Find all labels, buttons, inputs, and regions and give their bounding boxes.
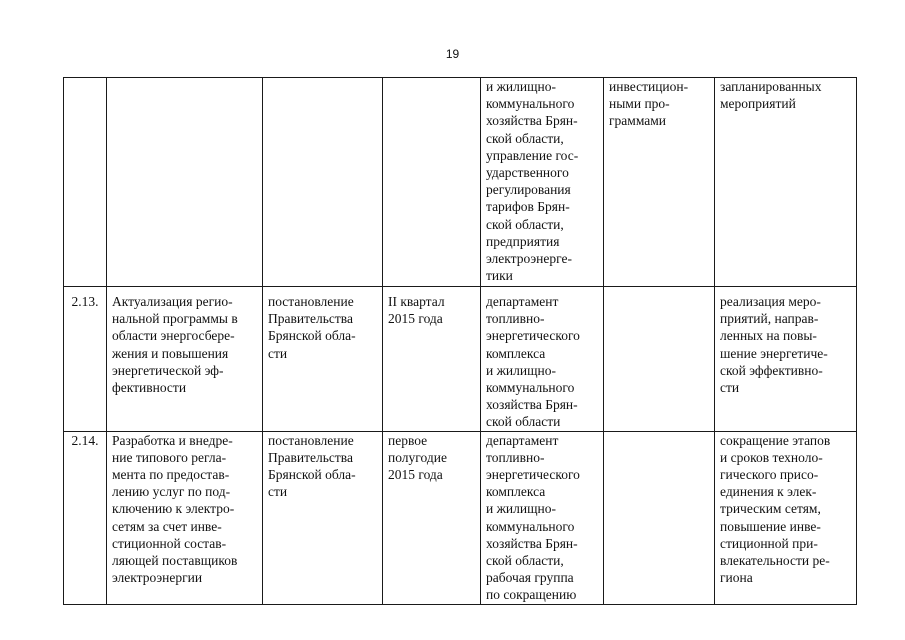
- event-cell: Разработка и внедре- ние типового регла- мента по предостав- лению услуг по под- ключению к электро- сетям за счет инве- стиционной состав- ляющей поставщиков электроэнергии: [107, 431, 263, 604]
- responsible-cell: департамент топливно- энергетического комплекса и жилищно- коммунального хозяйства Брян- ской области, рабочая группа по сокращению: [481, 431, 604, 604]
- funding-source-cell: [604, 431, 715, 604]
- table-row: [64, 431, 857, 604]
- deadline-cell: первое полугодие 2015 года: [383, 431, 481, 604]
- row-number-cell: 2.14.: [64, 431, 107, 604]
- deadline-cell: [383, 78, 481, 287]
- table-row: [64, 287, 857, 432]
- event-cell: [107, 78, 263, 287]
- document-form-cell: постановление Правительства Брянской обла- сти: [263, 431, 383, 604]
- funding-source-cell: инвестицион- ными про- граммами: [604, 78, 715, 287]
- deadline-cell: II квартал 2015 года: [383, 287, 481, 432]
- funding-source-cell: [604, 287, 715, 432]
- table-row: [64, 78, 857, 287]
- measures-table: [63, 77, 857, 605]
- row-number-cell: 2.13.: [64, 287, 107, 432]
- expected-result-cell: сокращение этапов и сроков техноло- гического присо- единения к элек- трическим сетям, повышение инве- стиционной при- влекательности ре- гиона: [715, 431, 857, 604]
- expected-result-cell: запланированных мероприятий: [715, 78, 857, 287]
- responsible-cell: департамент топливно- энергетического комплекса и жилищно- коммунального хозяйства Брян- ской области: [481, 287, 604, 432]
- event-cell: Актуализация регио- нальной программы в области энергосбере- жения и повышения энергетической эф- фективности: [107, 287, 263, 432]
- document-form-cell: постановление Правительства Брянской обла- сти: [263, 287, 383, 432]
- page-number: 19: [445, 47, 460, 61]
- row-number-cell: [64, 78, 107, 287]
- document-form-cell: [263, 78, 383, 287]
- expected-result-cell: реализация меро- приятий, направ- ленных на повы- шение энергетиче- ской эффективно- сти: [715, 287, 857, 432]
- responsible-cell: и жилищно- коммунального хозяйства Брян- ской области, управление гос- ударственного регулирования тарифов Брян- ской области, предприятия электроэнерге- тики: [481, 78, 604, 287]
